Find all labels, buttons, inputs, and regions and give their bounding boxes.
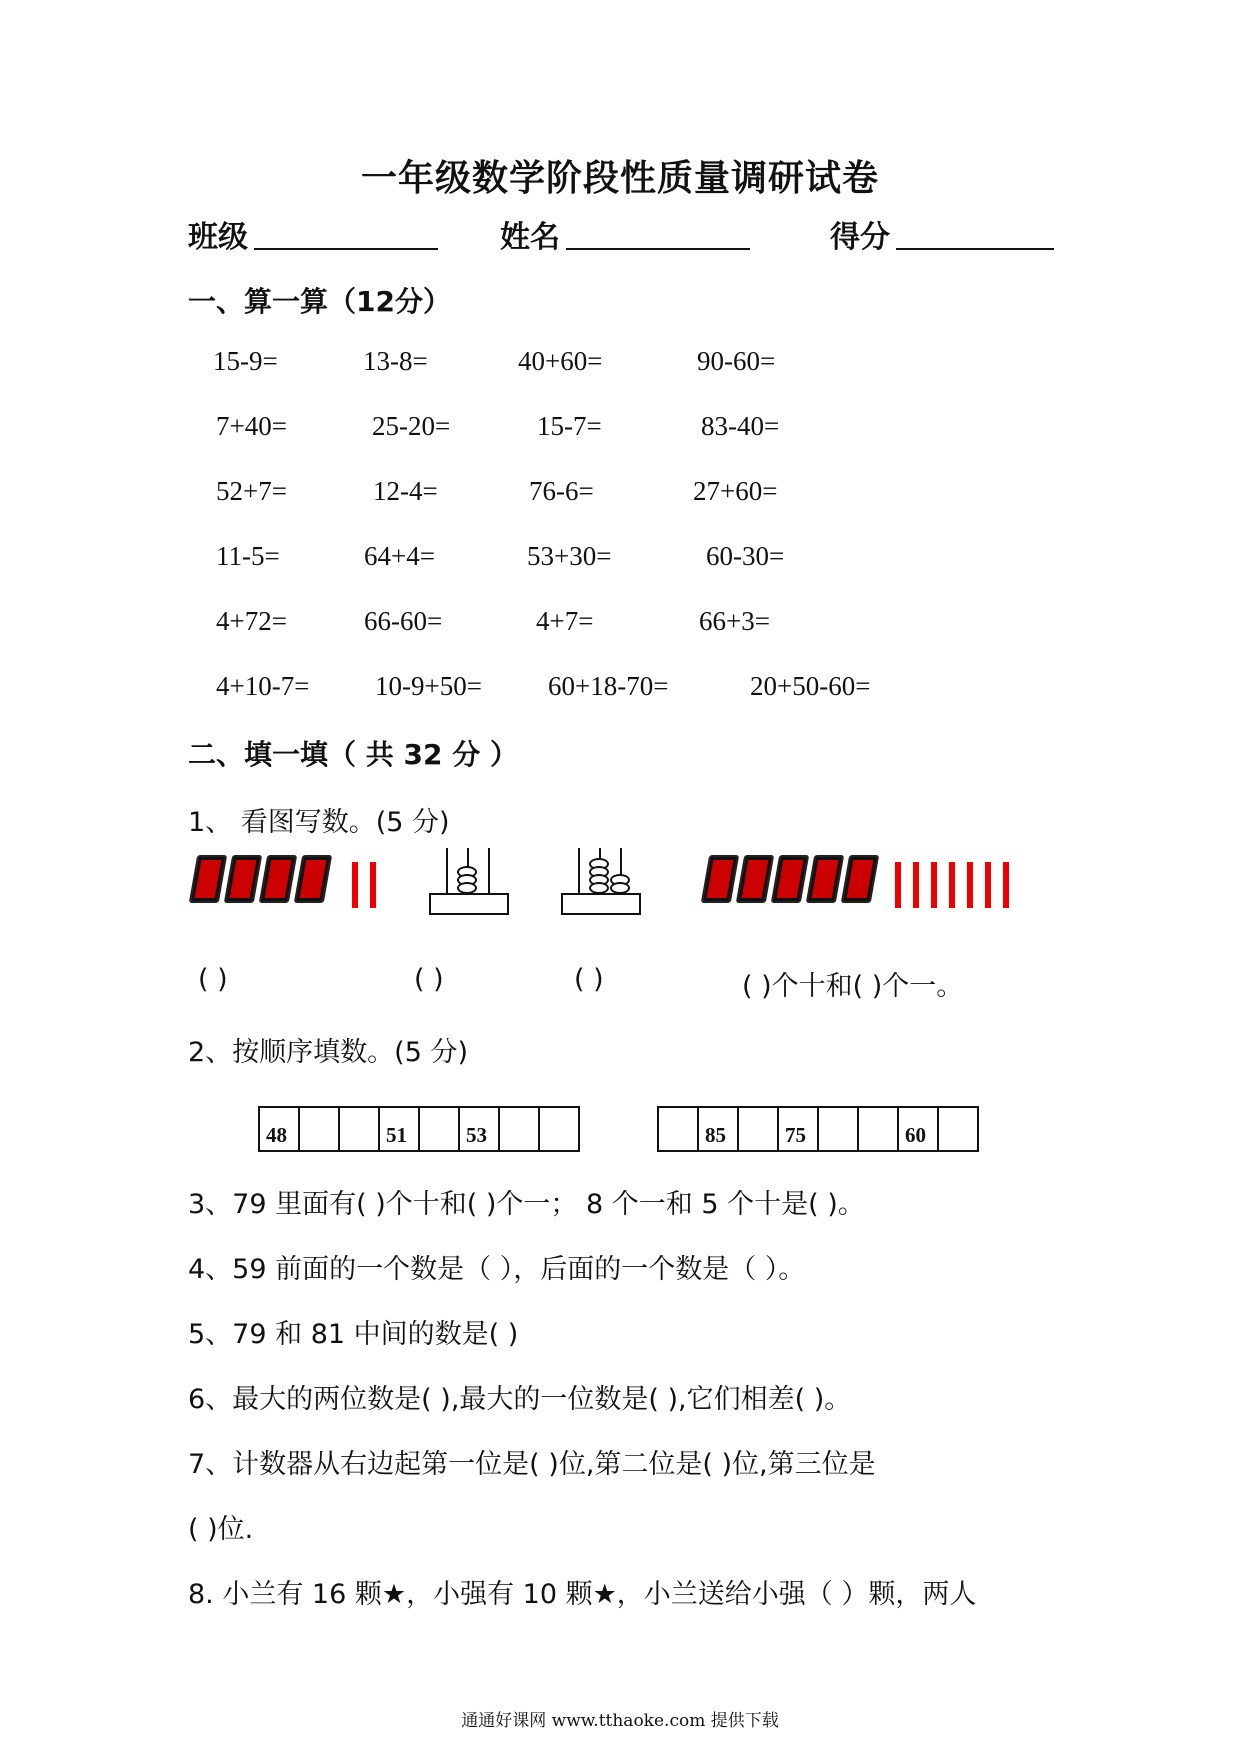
seq-cell[interactable]: 53	[459, 1107, 499, 1151]
number-sequence-2	[657, 1106, 979, 1152]
single-stick	[967, 862, 973, 908]
equation: 15-9=	[213, 346, 278, 376]
abacus-rod	[488, 848, 490, 894]
equation: 4+10-7=	[216, 671, 310, 701]
seq-cell[interactable]	[419, 1107, 459, 1151]
answer-blank[interactable]: ( )	[198, 964, 228, 995]
answer-blank[interactable]: ( )	[414, 964, 444, 995]
ten-bundle	[736, 855, 774, 903]
question-3: 3、79 里面有( )个十和( )个一； 8 个一和 5 个十是( )。	[188, 1189, 865, 1220]
single-stick	[895, 862, 901, 908]
ten-bundle	[259, 855, 297, 903]
name-label: 姓名	[500, 220, 560, 255]
abacus-rod	[578, 848, 580, 894]
question-4: 4、59 前面的一个数是（ ），后面的一个数是（ ）。	[188, 1254, 806, 1285]
equation: 11-5=	[216, 541, 280, 571]
section-1-heading: 一、算一算（12分）	[188, 285, 451, 318]
equation: 64+4=	[364, 541, 435, 571]
single-stick	[985, 862, 991, 908]
equation: 4+7=	[536, 606, 594, 636]
single-stick	[949, 862, 955, 908]
equation: 10-9+50=	[375, 671, 482, 701]
question-2: 2、按顺序填数。(5 分)	[188, 1037, 469, 1068]
seq-cell[interactable]: 51	[379, 1107, 419, 1151]
question-1: 1、 看图写数。(5 分)	[188, 807, 450, 838]
abacus-base	[561, 893, 641, 915]
question-7-continued: ( )位.	[188, 1514, 254, 1545]
equation: 60-30=	[706, 541, 785, 571]
seq-cell[interactable]	[858, 1107, 898, 1151]
seq-cell[interactable]	[539, 1107, 579, 1151]
seq-cell[interactable]	[818, 1107, 858, 1151]
equation: 4+72=	[216, 606, 287, 636]
section-2-heading: 二、填一填（ 共 32 分 ）	[188, 738, 518, 771]
seq-cell[interactable]: 60	[898, 1107, 938, 1151]
seq-cell[interactable]	[499, 1107, 539, 1151]
equation: 12-4=	[373, 476, 438, 506]
number-sequence-1	[258, 1106, 580, 1152]
score-field[interactable]	[896, 248, 1054, 250]
equation: 15-7=	[537, 411, 602, 441]
abacus-base	[429, 893, 509, 915]
answer-blank[interactable]: ( )	[574, 964, 604, 995]
seq-cell[interactable]	[339, 1107, 379, 1151]
ten-bundle	[771, 855, 809, 903]
seq-cell[interactable]: 85	[698, 1107, 738, 1151]
seq-cell[interactable]	[299, 1107, 339, 1151]
class-field[interactable]	[254, 248, 438, 250]
name-field[interactable]	[566, 248, 750, 250]
ten-bundle	[806, 855, 844, 903]
single-stick	[931, 862, 937, 908]
seq-cell[interactable]	[738, 1107, 778, 1151]
equation: 7+40=	[216, 411, 287, 441]
page-title: 一年级数学阶段性质量调研试卷	[360, 158, 879, 199]
ten-bundle	[841, 855, 879, 903]
ten-bundle	[224, 855, 262, 903]
single-stick	[1003, 862, 1009, 908]
ten-bundle	[294, 855, 332, 903]
class-label: 班级	[188, 220, 248, 255]
equation: 66-60=	[364, 606, 443, 636]
equation: 83-40=	[701, 411, 780, 441]
equation: 13-8=	[363, 346, 428, 376]
seq-cell[interactable]	[938, 1107, 978, 1151]
equation: 60+18-70=	[548, 671, 669, 701]
seq-cell[interactable]	[658, 1107, 698, 1151]
equation: 40+60=	[518, 346, 603, 376]
equation: 90-60=	[697, 346, 776, 376]
abacus-rod	[446, 848, 448, 894]
question-8: 8. 小兰有 16 颗★，小强有 10 颗★，小兰送给小强（ ）颗，两人	[188, 1579, 977, 1610]
score-label: 得分	[830, 220, 890, 255]
answer-blank[interactable]: ( )个十和( )个一。	[742, 971, 964, 1002]
ten-bundle	[189, 855, 227, 903]
equation: 25-20=	[372, 411, 451, 441]
equation: 66+3=	[699, 606, 770, 636]
ten-bundle	[701, 855, 739, 903]
question-5: 5、79 和 81 中间的数是( )	[188, 1319, 519, 1350]
single-stick	[370, 862, 376, 908]
equation: 76-6=	[529, 476, 594, 506]
equation: 52+7=	[216, 476, 287, 506]
single-stick	[913, 862, 919, 908]
equation: 20+50-60=	[750, 671, 871, 701]
question-7: 7、计数器从右边起第一位是( )位,第二位是( )位,第三位是	[188, 1449, 876, 1480]
seq-cell[interactable]: 75	[778, 1107, 818, 1151]
single-stick	[352, 862, 358, 908]
question-6: 6、最大的两位数是( ),最大的一位数是( ),它们相差( )。	[188, 1384, 852, 1415]
seq-cell[interactable]: 48	[259, 1107, 299, 1151]
equation: 27+60=	[693, 476, 778, 506]
footer: 通通好课网 www.tthaoke.com 提供下载	[461, 1711, 779, 1731]
equation: 53+30=	[527, 541, 612, 571]
